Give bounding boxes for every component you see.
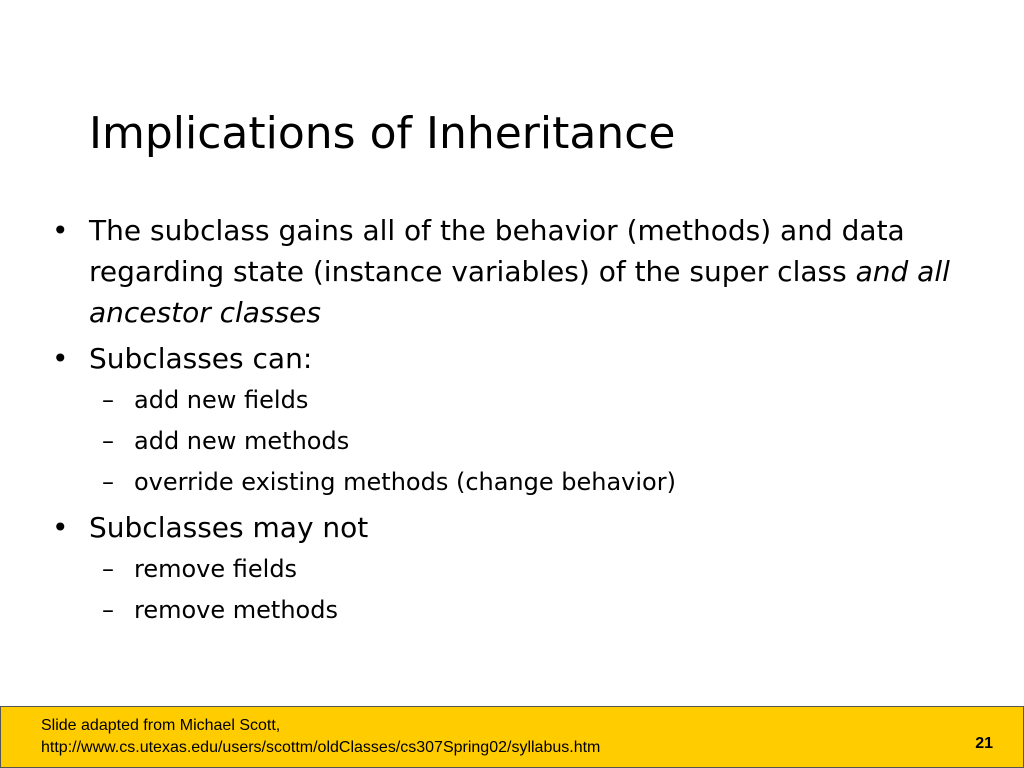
dash-marker: – [102,386,114,414]
sub-list [52,549,1002,631]
footer-line: Slide adapted from Michael Scott, [41,717,281,734]
slide-number: 21 [975,735,993,752]
sub-item-text: add new fields [134,386,309,414]
dash-marker: – [102,555,114,583]
footer-attribution [41,715,600,759]
sub-item [52,462,1002,503]
bullet-item [52,338,1002,379]
sub-item [52,590,1002,631]
bullet-text: Subclasses may not [89,511,369,544]
dash-marker: – [102,468,114,496]
footer-bar [0,706,1024,768]
slide-content [52,210,1002,635]
slide-title: Implications of Inheritance [89,108,676,159]
bullet-marker: • [52,511,69,544]
bullet-item [52,507,1002,548]
dash-marker: – [102,427,114,455]
sub-item-text: remove methods [134,596,338,624]
sub-list [52,380,1002,503]
sub-item-text: add new methods [134,427,350,455]
dash-marker: – [102,596,114,624]
sub-item [52,380,1002,421]
bullet-item [52,210,1002,333]
bullet-text: Subclasses can: [89,342,313,375]
sub-item [52,549,1002,590]
bullet-marker: • [52,342,69,375]
bullet-text: The subclass gains all of the behavior (methods) and data regarding state (instance variables) of the super class [89,214,905,288]
footer-url[interactable]: http://www.cs.utexas.edu/users/scottm/oldClasses/cs307Spring02/syllabus.htm [41,739,601,756]
sub-item-text: override existing methods (change behavior) [134,468,676,496]
bullet-marker: • [52,214,69,247]
sub-item [52,421,1002,462]
sub-item-text: remove fields [134,555,298,583]
bullet-emphasis: and all ancestor classes [89,255,950,329]
